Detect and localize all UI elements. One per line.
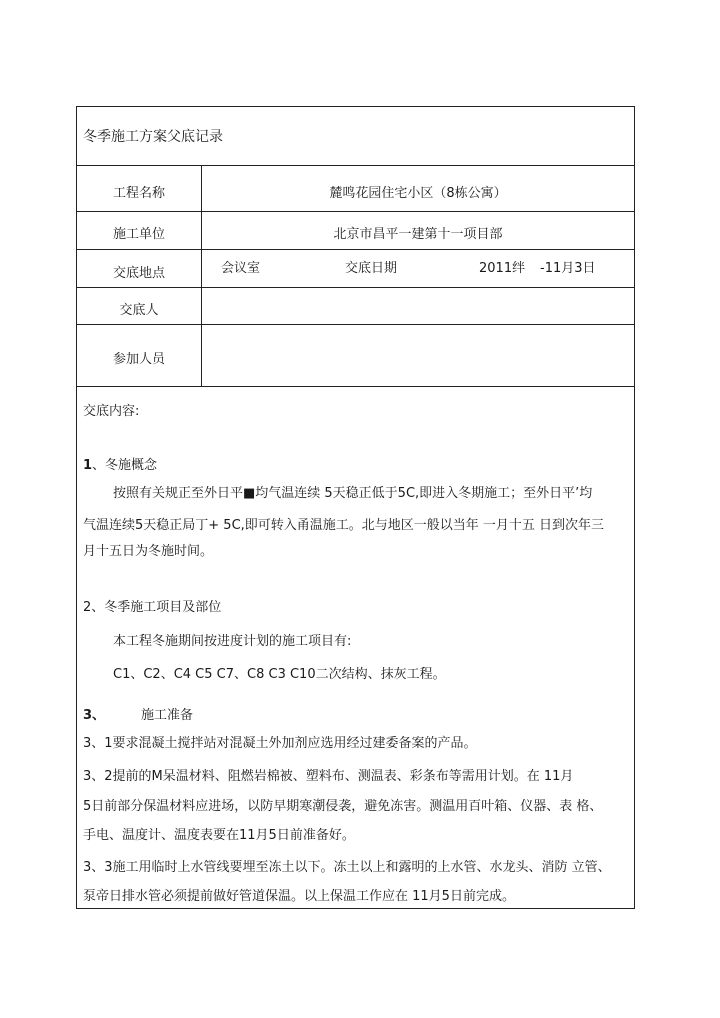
divider (77, 324, 634, 325)
section-2-line: 本工程冬施期间按进度计划的施工项目有: (113, 634, 352, 649)
construction-unit-label: 施工单位 (112, 227, 165, 242)
section-2-line: C1、C2、C4 C5 C7、C8 C3 C10二次结构、抹灰工程。 (113, 667, 446, 682)
project-name-value: 麓鸣花园住宅小区（8栋公寓） (329, 186, 507, 201)
section-3-line: 手电、温度计、温度表要在11月5日前准备好。 (83, 828, 355, 843)
section-1-title: 、冬施概念 (92, 458, 158, 473)
briefing-date-label: 交底日期 (345, 261, 398, 276)
page-title: 冬季施工方案父底记录 (83, 129, 223, 145)
section-3-title: 施工准备 (141, 708, 194, 723)
section-1-line: 月十五日为冬施时间。 (83, 544, 214, 559)
section-1-line: 按照有关规正至外日平■均气温连续 5天稳正低于5C,即进入冬期施工；至外日平’均 (113, 486, 593, 501)
section-3-line: 3、2提前的M呆温材料、阻燃岩棉被、塑料布、测温表、彩条布等需用计划。在 11月 (83, 769, 574, 784)
column-divider (201, 165, 202, 386)
section-1-line: 气温连续5天稳正局丁+ 5C,即可转入甬温施工。北与地区一般以当年 一月十五 日到次年三 (83, 518, 605, 533)
divider (77, 249, 634, 250)
divider (77, 287, 634, 288)
section-3-line: 3、1要求混凝土搅拌站对混凝土外加剂应选用经过建委备案的产品。 (83, 736, 477, 751)
attendees-label: 参加人员 (112, 352, 165, 367)
section-3-heading (83, 704, 193, 723)
divider (77, 165, 634, 166)
briefing-location-value: 会议室 (221, 261, 261, 276)
section-3-number: 3、 (83, 708, 106, 723)
section-1-heading (83, 454, 157, 473)
record-sheet (76, 106, 635, 909)
section-3-line: 3、3施工用临时上水管线要埋至冻土以下。冻土以上和露明的上水管、水龙头、消防 立管、 (83, 860, 611, 875)
section-1-number: 1 (83, 458, 93, 473)
briefing-date-value: -11月3日 (540, 261, 596, 276)
divider (77, 211, 634, 212)
project-name-label: 工程名称 (112, 186, 165, 201)
construction-unit-value: 北京市昌平一建第十一项目部 (333, 227, 503, 242)
section-2-heading: 2、冬季施工项目及部位 (83, 600, 222, 615)
section-3-line: 泵帝日排水管必须提前做好管道保温。以上保温工作应在 11月5日前完成。 (83, 889, 515, 904)
divider (77, 386, 634, 387)
content-heading: 交底内容: (83, 404, 140, 419)
section-3-line: 5日前部分保温材料应进场，以防早期寒潮侵袭，避免冻害。测温用百叶箱、仪器、表 格、 (83, 799, 603, 814)
briefing-date-year: 2011绊 (479, 261, 526, 276)
briefer-label: 交底人 (119, 303, 159, 318)
briefing-location-label: 交底地点 (112, 266, 165, 281)
